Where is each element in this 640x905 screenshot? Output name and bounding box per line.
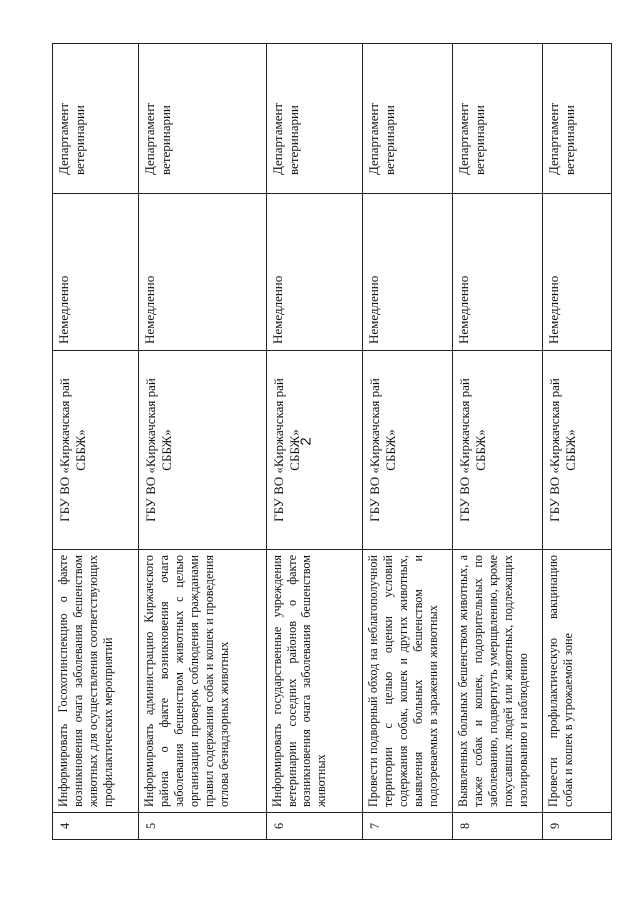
responsible-cell: Департамент ветеринарии	[453, 44, 543, 194]
task-cell: Информировать государственные учреждения ветеринарии соседних районов о факте возникновения очага заболевания бешенством животных	[266, 550, 362, 813]
page-number: 2	[297, 437, 315, 446]
table-row	[363, 44, 453, 840]
row-number: 9	[543, 813, 612, 840]
table-row	[453, 44, 543, 840]
rotated-page-content	[52, 44, 612, 840]
task-cell: Провести подворный обход на неблагополучной территории с целью оценки условий содержания собак, кошек и других животных, выявления больных бешенством и подозреваемых в заражении животных	[363, 550, 453, 813]
table-row	[543, 44, 612, 840]
term-cell: Немедленно	[363, 194, 453, 351]
term-cell: Немедленно	[139, 194, 266, 351]
responsible-cell: Департамент ветеринарии	[53, 44, 139, 194]
row-number: 5	[139, 813, 266, 840]
row-number: 4	[53, 813, 139, 840]
executor-cell: ГБУ ВО «Киржачская рай СББЖ»	[363, 351, 453, 550]
executor-cell: ГБУ ВО «Киржачская рай СББЖ»	[139, 351, 266, 550]
responsible-cell: Департамент ветеринарии	[363, 44, 453, 194]
table-row	[139, 44, 266, 840]
table-row	[266, 44, 362, 840]
responsible-cell: Департамент ветеринарии	[266, 44, 362, 194]
term-cell: Немедленно	[453, 194, 543, 351]
executor-cell: ГБУ ВО «Киржачская рай СББЖ»	[543, 351, 612, 550]
table-row	[53, 44, 139, 840]
row-number: 8	[453, 813, 543, 840]
responsible-cell: Департамент ветеринарии	[139, 44, 266, 194]
row-number: 7	[363, 813, 453, 840]
term-cell: Немедленно	[53, 194, 139, 351]
executor-cell: ГБУ ВО «Киржачская рай СББЖ»	[266, 351, 362, 550]
responsible-cell: Департамент ветеринарии	[543, 44, 612, 194]
executor-cell: ГБУ ВО «Киржачская рай СББЖ»	[453, 351, 543, 550]
task-cell: Провести профилактическую вакцинацию собак и кошек в угрожаемой зоне	[543, 550, 612, 813]
measures-table-wrapper	[52, 44, 612, 840]
task-cell: Информировать администрацию Киржачского района о факте возникновения очага заболевания бешенством животных с целью организации проверок соблюдения гражданами правил содержания собак и кошек и проведения отлова безнадзорных животных	[139, 550, 266, 813]
term-cell: Немедленно	[266, 194, 362, 351]
task-cell: Выявленных больных бешенством животных, а также собак и кошек, подозрительных по заболеванию, подвергнуть умерщвлению, кроме покусавших людей или животных, подлежащих изолированию и наблюдению	[453, 550, 543, 813]
executor-cell: ГБУ ВО «Киржачская рай СББЖ»	[53, 351, 139, 550]
row-number: 6	[266, 813, 362, 840]
term-cell: Немедленно	[543, 194, 612, 351]
measures-table	[52, 43, 612, 840]
task-cell: Информировать Госохотинспекцию о факте возникновения очага заболевания бешенством животных для осуществления соответствующих профилактических мероприятий	[53, 550, 139, 813]
